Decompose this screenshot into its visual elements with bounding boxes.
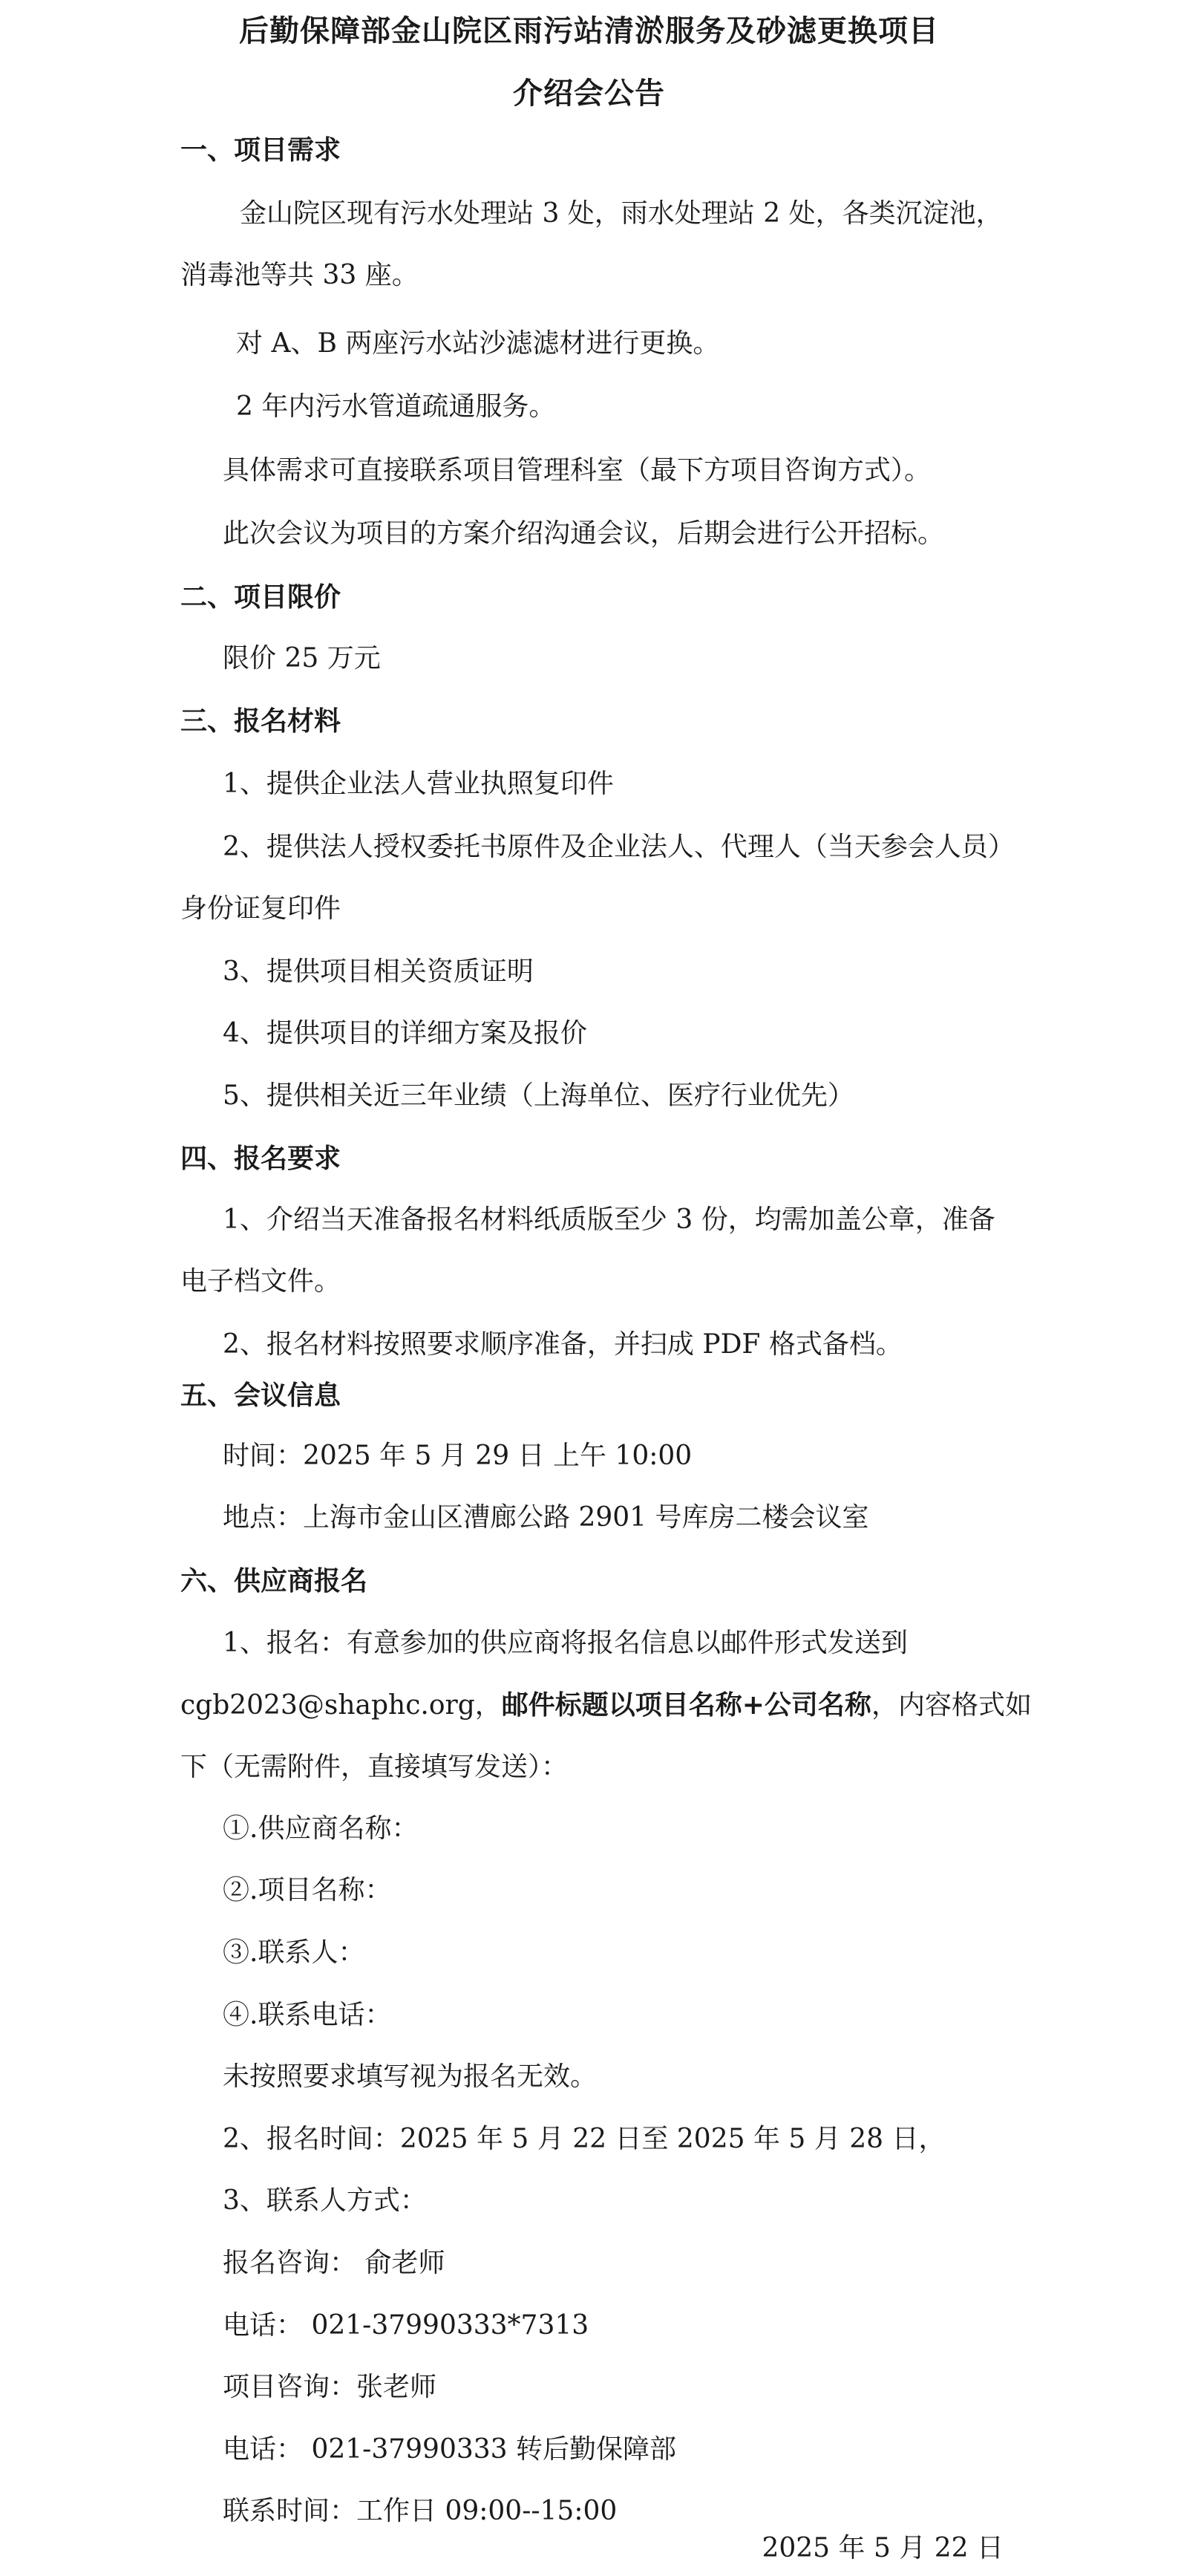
section-1-heading: 一、项目需求 — [180, 134, 341, 166]
section-1-paragraph-5: 此次会议为项目的方案介绍沟通会议，后期会进行公开招标。 — [223, 518, 945, 549]
price-limit: 限价 25 万元 — [223, 643, 381, 674]
document-title-line-1: 后勤保障部金山院区雨污站清淤服务及砂滤更换项目 — [239, 13, 939, 48]
section-4-heading: 四、报名要求 — [180, 1143, 341, 1174]
material-item-1: 1、提供企业法人营业执照复印件 — [223, 769, 614, 799]
material-item-5: 5、提供相关近三年业绩（上海单位、医疗行业优先） — [223, 1080, 854, 1111]
section-2-heading: 二、项目限价 — [180, 581, 341, 613]
meeting-place: 地点：上海市金山区漕廊公路 2901 号库房二楼会议室 — [223, 1502, 869, 1533]
section-1-paragraph-2: 对 A、B 两座污水站沙滤滤材进行更换。 — [236, 328, 720, 359]
section-3-heading: 三、报名材料 — [180, 705, 341, 737]
signup-item-1-tail: ，内容格式如 — [871, 1690, 1032, 1721]
signup-item-1-cont-2: 下（无需附件，直接填写发送）： — [180, 1752, 569, 1782]
form-field-contact: ③.联系人： — [223, 1937, 365, 1968]
email-subject-rule: 邮件标题以项目名称+公司名称 — [501, 1689, 871, 1721]
signup-item-1: 1、报名：有意参加的供应商将报名信息以邮件形式发送到 — [223, 1628, 908, 1658]
section-1-paragraph-4: 具体需求可直接联系项目管理科室（最下方项目咨询方式）。 — [223, 455, 932, 486]
signup-item-1-cont — [180, 1686, 1032, 1725]
signup-period: 2、报名时间：2025 年 5 月 22 日至 2025 年 5 月 28 日， — [223, 2124, 946, 2154]
project-consult: 项目咨询：张老师 — [223, 2372, 437, 2402]
announcement-date: 2025 年 5 月 22 日 — [762, 2533, 1004, 2563]
form-field-project: ②.项目名称： — [223, 1875, 392, 1905]
section-6-heading: 六、供应商报名 — [180, 1565, 368, 1597]
material-item-4: 4、提供项目的详细方案及报价 — [223, 1018, 587, 1049]
section-1-paragraph-1-cont: 消毒池等共 33 座。 — [180, 260, 419, 290]
form-field-phone: ④.联系电话： — [223, 2000, 392, 2030]
signup-consult: 报名咨询： 俞老师 — [223, 2248, 445, 2278]
contact-hours: 联系时间：工作日 09:00--15:00 — [223, 2496, 618, 2526]
form-field-supplier: ①.供应商名称： — [223, 1813, 419, 1844]
email-address: cgb2023@shaphc.org， — [180, 1690, 502, 1721]
meeting-time: 时间：2025 年 5 月 29 日 上午 10:00 — [223, 1441, 693, 1471]
material-item-2-cont: 身份证复印件 — [180, 893, 341, 924]
section-1-paragraph-1: 金山院区现有污水处理站 3 处，雨水处理站 2 处，各类沉淀池， — [240, 198, 1003, 229]
document-title-line-2: 介绍会公告 — [513, 76, 665, 111]
requirement-item-1-cont: 电子档文件。 — [180, 1266, 341, 1297]
requirement-item-1: 1、介绍当天准备报名材料纸质版至少 3 份，均需加盖公章，准备 — [223, 1204, 995, 1235]
requirement-item-2: 2、报名材料按照要求顺序准备，并扫成 PDF 格式备档。 — [223, 1329, 903, 1360]
material-item-2: 2、提供法人授权委托书原件及企业法人、代理人（当天参会人员） — [223, 832, 1015, 862]
section-5-heading: 五、会议信息 — [180, 1380, 341, 1411]
signup-phone: 电话： 021-37990333*7313 — [223, 2310, 589, 2341]
project-phone: 电话： 021-37990333 转后勤保障部 — [223, 2434, 676, 2465]
invalid-note: 未按照要求填写视为报名无效。 — [223, 2061, 598, 2092]
section-1-paragraph-3: 2 年内污水管道疏通服务。 — [236, 391, 556, 422]
material-item-3: 3、提供项目相关资质证明 — [223, 956, 534, 987]
contact-methods-heading: 3、联系人方式： — [223, 2185, 427, 2216]
